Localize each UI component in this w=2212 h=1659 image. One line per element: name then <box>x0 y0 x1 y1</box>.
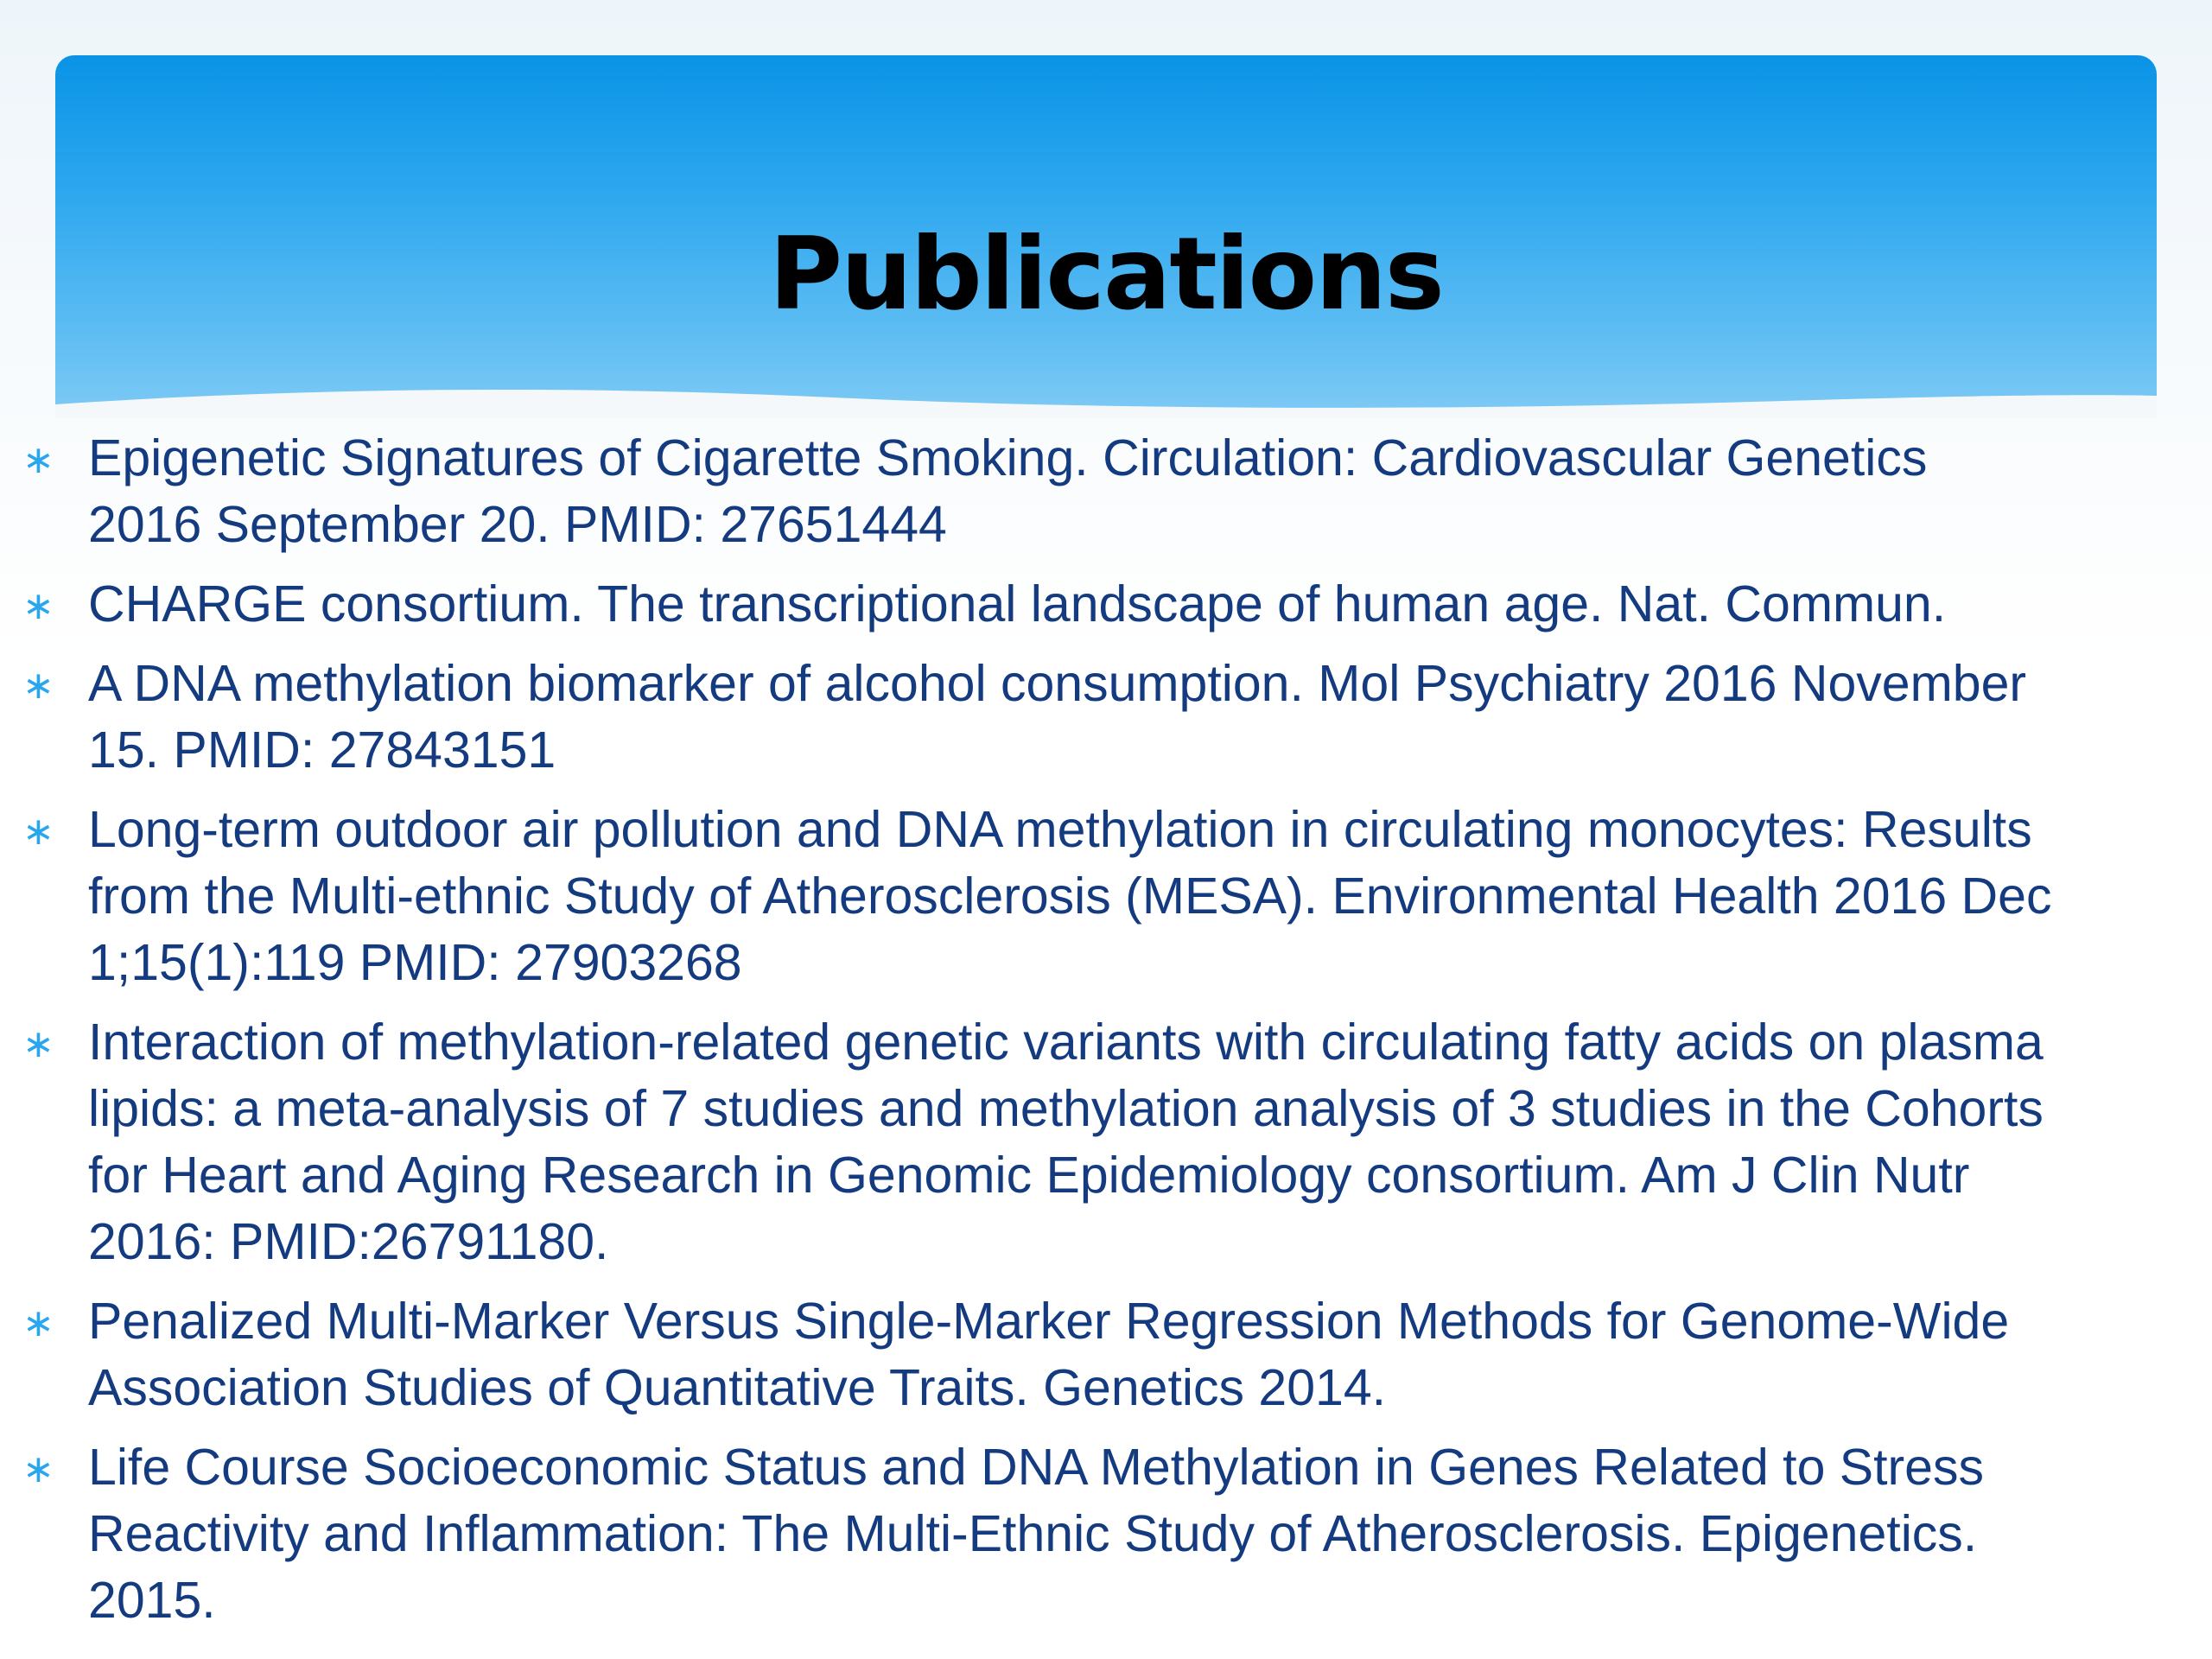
publication-line: 15. PMID: 27843151 <box>88 721 556 779</box>
slide-title: Publications <box>769 216 1443 333</box>
bullet-icon: ∗ <box>22 1302 54 1344</box>
publication-line: Long-term outdoor air pollution and DNA methylation in circulating monocytes: Results <box>88 801 2032 858</box>
banner-wave <box>55 385 2157 418</box>
publication-item <box>0 651 2212 784</box>
publication-line: 2016 September 20. PMID: 27651444 <box>88 496 947 553</box>
publication-item <box>0 425 2212 558</box>
bullet-icon: ∗ <box>22 1448 54 1491</box>
publication-line: Interaction of methylation-related genetic variants with circulating fatty acids on plasma <box>88 1014 2044 1071</box>
bullet-icon: ∗ <box>22 664 54 707</box>
publication-line: from the Multi-ethnic Study of Atherosclerosis (MESA). Environmental Health 2016 Dec <box>88 868 2052 925</box>
publication-line: Reactivity and Inflammation: The Multi-Ethnic Study of Atherosclerosis. Epigenetics. <box>88 1505 1978 1562</box>
bullet-icon: ∗ <box>22 1023 54 1065</box>
publication-line: Penalized Multi-Marker Versus Single-Marker Regression Methods for Genome-Wide <box>88 1293 2010 1350</box>
publication-line: Association Studies of Quantitative Traits. Genetics 2014. <box>88 1359 1387 1416</box>
publication-line: Epigenetic Signatures of Cigarette Smoking. Circulation: Cardiovascular Genetics <box>88 429 1928 486</box>
publication-line: for Heart and Aging Research in Genomic Epidemiology consortium. Am J Clin Nutr <box>88 1147 1970 1204</box>
bullet-icon: ∗ <box>22 585 54 627</box>
publication-line: 1;15(1):119 PMID: 27903268 <box>88 934 742 991</box>
publication-line: Life Course Socioeconomic Status and DNA Methylation in Genes Related to Stress <box>88 1439 1984 1496</box>
publication-line: CHARGE consortium. The transcriptional landscape of human age. Nat. Commun. <box>88 575 1947 632</box>
publication-line: lipids: a meta-analysis of 7 studies and methylation analysis of 3 studies in the Cohorts <box>88 1080 2044 1137</box>
publication-item <box>0 1434 2212 1634</box>
publication-item <box>0 1009 2212 1275</box>
bullet-icon: ∗ <box>22 439 54 481</box>
publication-list <box>0 425 2212 1647</box>
publication-line: 2016: PMID:26791180. <box>88 1213 609 1270</box>
publication-line: A DNA methylation biomarker of alcohol consumption. Mol Psychiatry 2016 November <box>88 655 2027 712</box>
publication-item <box>0 1288 2212 1421</box>
publication-item <box>0 571 2212 638</box>
publication-line: 2015. <box>88 1572 216 1629</box>
publication-item <box>0 797 2212 996</box>
bullet-icon: ∗ <box>22 810 54 853</box>
title-banner <box>55 55 2157 418</box>
